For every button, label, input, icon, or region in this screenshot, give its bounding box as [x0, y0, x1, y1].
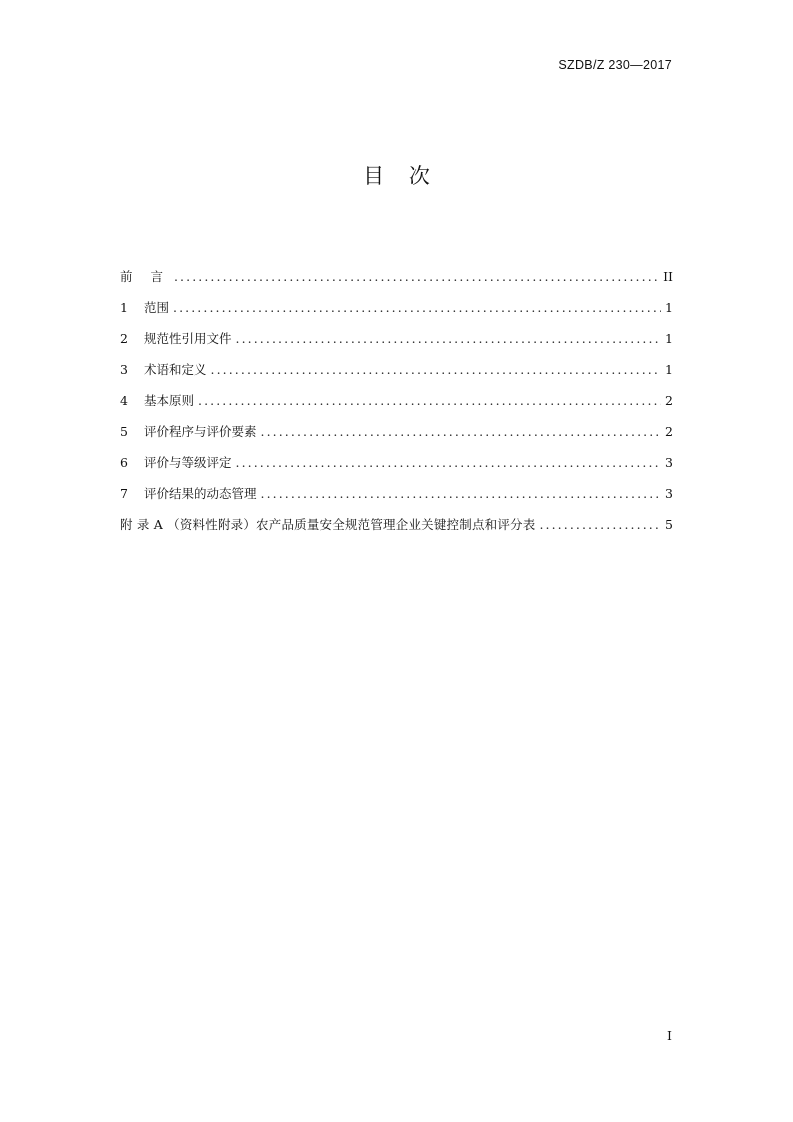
toc-entry-number: 7 [120, 486, 128, 501]
toc-entry-page: 2 [665, 424, 673, 439]
toc-entry-title: 评价程序与评价要素 [144, 424, 257, 439]
toc-leader-dots [211, 360, 662, 380]
toc-entry-number: 1 [120, 300, 128, 315]
toc-entry-title: 基本原则 [144, 393, 195, 408]
toc-entry-title: 术语和定义 [144, 362, 207, 377]
toc-entry-evaluation-procedure[interactable] [120, 422, 673, 453]
toc-entry-terms-definitions[interactable] [120, 360, 673, 391]
toc-leader-dots [173, 298, 661, 318]
toc-entry-page: 1 [665, 362, 673, 377]
toc-entry-normative-references[interactable] [120, 329, 673, 360]
document-code: SZDB/Z 230—2017 [558, 58, 672, 72]
toc-entry-number: 3 [120, 362, 128, 377]
toc-entry-page: II [663, 269, 673, 284]
toc-entry-evaluation-grading[interactable] [120, 453, 673, 484]
toc-entry-title: 前 言 [120, 269, 170, 284]
toc-entry-page: 3 [665, 486, 673, 501]
toc-entry-title: 附 录 A （资料性附录）农产品质量安全规范管理企业关键控制点和评分表 [120, 517, 536, 532]
toc-entry-number: 6 [120, 455, 128, 470]
toc-entry-basic-principles[interactable] [120, 391, 673, 422]
toc-leader-dots [261, 422, 662, 442]
toc-leader-dots [198, 391, 661, 411]
toc-leader-dots [236, 453, 662, 473]
toc-entry-foreword[interactable] [120, 267, 673, 298]
toc-entry-page: 2 [665, 393, 673, 408]
toc-entry-page: 1 [665, 331, 673, 346]
toc-entry-title: 评价与等级评定 [144, 455, 232, 470]
page-number: I [667, 1028, 672, 1043]
toc-entry-dynamic-management[interactable] [120, 484, 673, 515]
toc-list [120, 267, 673, 546]
toc-leader-dots [539, 515, 661, 535]
toc-leader-dots [174, 267, 659, 287]
toc-entry-number: 5 [120, 424, 128, 439]
toc-leader-dots [261, 484, 662, 504]
toc-heading: 目 次 [363, 164, 439, 188]
toc-entry-scope[interactable] [120, 298, 673, 329]
toc-entry-title: 评价结果的动态管理 [144, 486, 257, 501]
toc-leader-dots [236, 329, 662, 349]
toc-entry-number: 2 [120, 331, 128, 346]
toc-entry-title: 规范性引用文件 [144, 331, 232, 346]
toc-entry-page: 5 [665, 517, 673, 532]
toc-entry-page: 3 [665, 455, 673, 470]
toc-entry-page: 1 [665, 300, 673, 315]
toc-entry-title: 范围 [144, 300, 170, 315]
toc-entry-number: 4 [120, 393, 128, 408]
toc-entry-annex-a[interactable] [120, 515, 673, 546]
